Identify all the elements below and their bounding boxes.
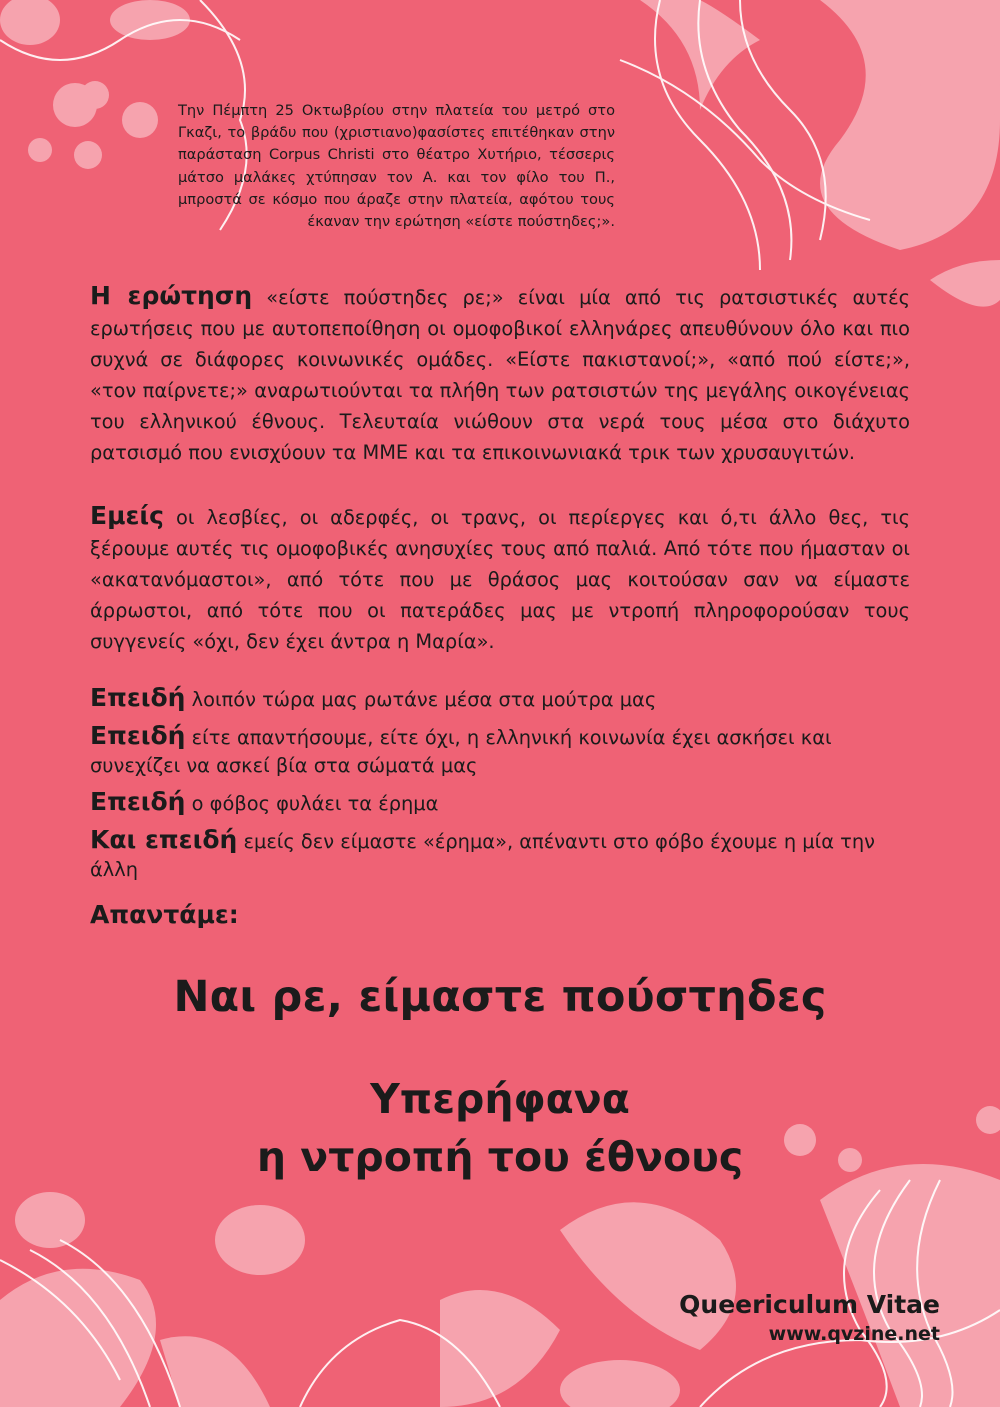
line-text: είτε απαντήσουμε, είτε όχι, η ελληνική κοινωνία έχει ασκήσει και συνεχίζει να ασκεί βία στα σώματά μας [90, 726, 832, 777]
because-line [90, 722, 910, 780]
because-line [90, 788, 910, 818]
because-line [90, 684, 910, 714]
line-text: ο φόβος φυλάει τα έρημα [191, 792, 439, 815]
paragraph-lead: Η ερώτηση [90, 281, 253, 310]
slogan-heading: Ναι ρε, είμαστε πούστηδες [173, 972, 827, 1022]
line-text: εμείς δεν είμαστε «έρημα», απέναντι στο φόβο έχουμε η μία την άλλη [90, 830, 875, 881]
paragraph-lead: Εμείς [90, 501, 164, 530]
answer-heading: Απαντάμε: [90, 900, 239, 929]
line-lead: Και επειδή [90, 825, 238, 854]
pride-line-2: η ντροπή του έθνους [256, 1133, 744, 1181]
publisher-name: Queericulum Vitae [679, 1290, 940, 1319]
because-list [90, 684, 910, 892]
line-text: λοιπόν τώρα μας ρωτάνε μέσα στα μούτρα μας [191, 688, 657, 711]
pride-line-1: Υπερήφανα [370, 1075, 630, 1123]
line-lead: Επειδή [90, 787, 186, 816]
pride-heading [0, 1070, 1000, 1186]
publisher-url[interactable]: www.qvzine.net [768, 1323, 940, 1345]
because-line [90, 826, 910, 884]
paragraph-text: «είστε πούστηδες ρε;» είναι μία από τις ρατσιστικές αυτές ερωτήσεις που με αυτοπεποίθηση οι ομοφοβικοί ελληνάρες απευθύνουν όλο και πιο συχνά σε διάφορες κοινωνικές ομάδες. «Είστε πακιστανοί;», «από πού είστε;», «τον παίρνετε;» αναρωτιούνται τα πλήθη των ρατσιστών της μεγάλης οικογένειας του ελληνικού έθνους. Τελευταία νιώθουν στα νερά τους μέσα στο διάχυτο ρατσισμό που ενισχύουν τα ΜΜΕ και τα επικοινωνιακά τρικ των χρυσαυγιτών. [90, 286, 911, 464]
paragraph-text: οι λεσβίες, οι αδερφές, οι τρανς, οι περίεργες και ό,τι άλλο θες, τις ξέρουμε αυτές τις ομοφοβικές ανησυχίες τους από παλιά. Από τότε που ήμασταν οι «ακατανόμαστοι», από τότε που με θράσος μας κοιτούσαν σαν να είμαστε άρρωστοι, από τότε που οι πατεράδες μας με ντροπή πληροφορούσαν τους συγγενείς «όχι, δεν έχει άντρα η Μαρία». [90, 506, 910, 653]
paragraph-question [90, 280, 910, 468]
line-lead: Επειδή [90, 683, 186, 712]
paragraph-we [90, 500, 910, 657]
intro-paragraph: Την Πέμπτη 25 Οκτωβρίου στην πλατεία του μετρό στο Γκαζι, το βράδυ που (χριστιανο)φασίστες επιτέθηκαν στην παράσταση Corpus Christi στο θέατρο Χυτήριο, τέσσερις μάτσο μαλάκες χτύπησαν τον Α. και τον φίλο του Π., μπροστά σε κόσμο που άραζε στην πλατεία, αφότου τους έκαναν την ερώτηση «είστε πούστηδες;». [178, 102, 615, 231]
publisher-block [679, 1290, 940, 1345]
line-lead: Επειδή [90, 721, 186, 750]
